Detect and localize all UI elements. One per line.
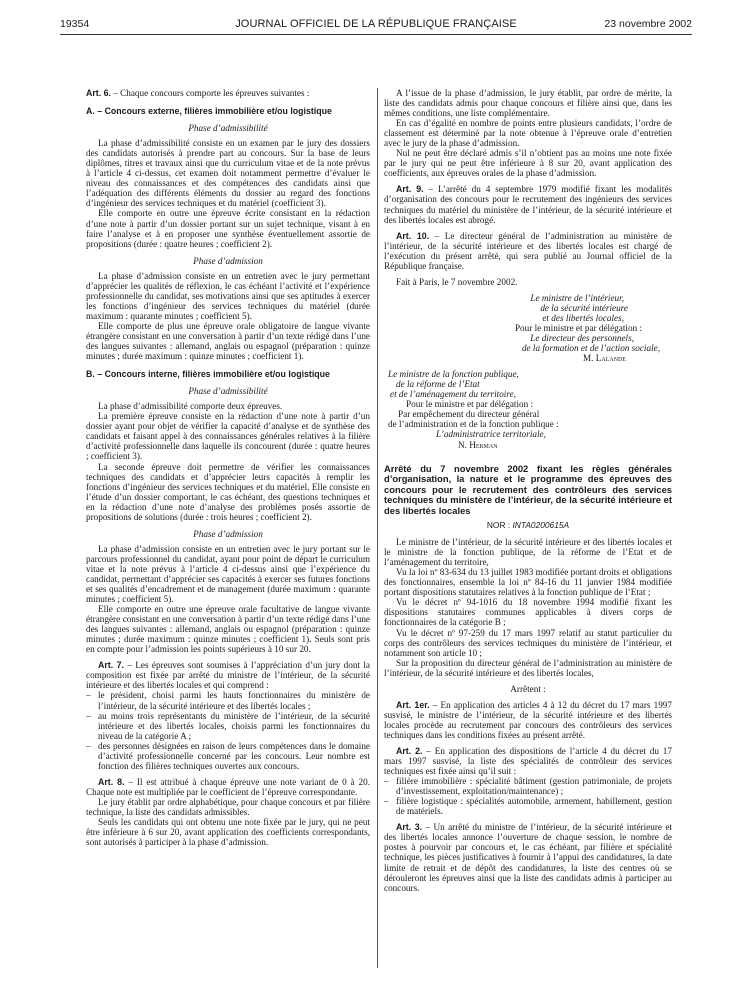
list-item: – filière immobilière : spécialité bâtiment (gestion patrimoniale, de projets d’investissement, exploitation/maintenance) ; <box>384 776 672 796</box>
subheading-admission-b: Phase d’admission <box>193 528 263 539</box>
paragraph: Sur la proposition du directeur général de l’administration au ministère de l’intérieur, de la sécurité intérieure et des libertés locales, <box>384 657 672 678</box>
jury-list <box>86 690 370 770</box>
left-column <box>86 88 370 847</box>
page-number: 19354 <box>60 18 90 30</box>
signature-line: et de l’aménagement du territoire, <box>390 389 516 400</box>
signature-block-1 <box>384 293 672 363</box>
article-6: Art. 6. – Chaque concours comporte les épreuves suivantes : <box>86 88 310 98</box>
subheading-admission-a: Phase d’admission <box>193 255 263 266</box>
signature-line: Le ministre de l’intérieur, <box>530 292 624 303</box>
right-column <box>384 88 672 893</box>
paragraph: Le jury établit par ordre alphabétique, pour chaque concours et par filière technique, la liste des candidats admissibles. <box>86 796 370 817</box>
header-rule <box>60 34 692 35</box>
subheading-admissibilite-a: Phase d’admissibilité <box>188 123 268 134</box>
signature-line: L’administratrice territoriale, <box>436 429 546 440</box>
article-2: Art. 2. – En application des dispositions de l’article 4 du décret du 17 mars 1997 susvisé, la liste des spécialités de contrôleur des services techniques est fixée ainsi qu’il suit : <box>384 745 672 777</box>
signature-line: Le directeur des personnels, <box>530 333 634 344</box>
article-9: Art. 9. – L’arrêté du 4 septembre 1979 modifié fixant les modalités d’organisation des concours pour le recrutement des ingénieurs des services techniques du matériel du ministère de l’intérieur, de la sécurité intérieure et des libertés locales est abrogé. <box>384 184 672 225</box>
article-1: Art. 1er. – En application des articles 4 à 12 du décret du 17 mars 1997 susvisé, le ministre de l’intérieur, de la sécurité intérieure et des libertés locales procède au recrutement par concours des contrôleurs des services techniques dans les conditions fixées au présent arrêté. <box>384 699 672 740</box>
page-header <box>60 18 692 34</box>
nor-reference: NOR : INTA0200615A <box>486 520 570 531</box>
paragraph: La phase d’admission consiste en un entretien avec le jury permettant d’apprécier les qualités de réflexion, le cas échéant l’activité et l’expérience professionnelle du candidat, ses motivations ainsi que ses aptitudes à exercer les fonctions d’ingénieur des services techniques du matériel (durée maximum : quarante minutes ; coefficient 5). <box>86 270 370 321</box>
paragraph: Nul ne peut être déclaré admis s’il n’obtient pas au moins une note fixée par le jury qui ne peut être inférieure à 8 sur 20, avant application des coefficients, aux épreuves orales de la phase d’admission. <box>384 148 672 179</box>
signature-line: Par empêchement du directeur général <box>398 409 540 420</box>
list-item: – des personnes désignées en raison de leurs compétences dans le domaine d’activité professionnelle concerné par les concours. Leur nombre est fonction des filières techniques ouvertes aux concours. <box>86 741 370 771</box>
paragraph: La première épreuve consiste en la rédaction d’une note à partir d’un dossier ayant pour objet de vérifier la capacité d’analyse et de synthèse des candidats et faisant appel à des connaissances générales relatives à la filière d’activité professionnelle dans laquelle ils concourent (durée : quatre heures ; coefficient 3). <box>86 411 370 462</box>
paragraph: A l’issue de la phase d’admission, le jury établit, par ordre de mérite, la liste des candidats admis pour chaque concours et filière ainsi que, dans les mêmes conditions, une liste complémentaire. <box>384 88 672 119</box>
paragraph: Vu le décret nº 97-259 du 17 mars 1997 relatif au statut particulier du corps des contrôleurs des services techniques du ministère de l’intérieur, et notamment son article 10 ; <box>384 627 672 658</box>
signature-line: de la sécurité intérieure <box>540 302 628 313</box>
signature-line: Pour le ministre et par délégation : <box>514 322 642 333</box>
speciality-list <box>384 776 672 816</box>
section-b-heading: B. – Concours interne, filières immobilière et/ou logistique <box>86 369 330 380</box>
list-item: – au moins trois représentants du ministère de l’intérieur, de la sécurité intérieure et des libertés locales, choisis parmi les fonctionnaires du niveau de la catégorie A ; <box>86 711 370 741</box>
paragraph: Le ministre de l’intérieur, de la sécurité intérieure et des libertés locales et le ministre de la fonction publique, de la réforme de l’Etat et de l’aménagement du territoire, <box>384 537 672 568</box>
signature-block-2 <box>384 369 672 449</box>
paragraph: Vu le décret nº 94-1016 du 18 novembre 1994 modifié fixant les dispositions statutaires communes applicables à divers corps de fonctionnaires de la catégorie B ; <box>384 597 672 628</box>
signature-line: de l’administration et de la fonction publique : <box>388 419 559 430</box>
signing-date: Fait à Paris, le 7 novembre 2002. <box>396 276 518 287</box>
paragraph: Elle comporte en outre une épreuve écrite consistant en la rédaction d’une note à partir d’un dossier portant sur un sujet technique, visant à en faire l’analyse et à en proposer une synthèse éventuellement assortie de propositions (durée : quatre heures ; coefficient 2). <box>86 208 370 249</box>
paragraph: Elle comporte en outre une épreuve orale facultative de langue vivante étrangère consistant en une conversation à partir d’un texte rédigé dans l’une des langues suivantes : allemand, anglais ou espagnol (préparation : quinze minutes ; durée maximum : quinze minutes ; coefficient 1). Seuls sont pris en compte pour l’admission les points supérieurs à 10 sur 20. <box>86 604 370 655</box>
signature-line: et des libertés locales, <box>542 312 624 323</box>
signature-line: Le ministre de la fonction publique, <box>388 369 519 380</box>
journal-title: JOURNAL OFFICIEL DE LA RÉPUBLIQUE FRANÇAISE <box>235 18 517 30</box>
issue-date: 23 novembre 2002 <box>604 18 692 30</box>
decree-title: Arrêté du 7 novembre 2002 fixant les règles générales d’organisation, la nature et le programme des épreuves des concours pour le recrutement des contrôleurs des services techniques du ministère de l’intérieur, de la sécurité intérieure et des libertés locales <box>384 462 672 516</box>
signatory-name: N. Herman <box>458 439 498 450</box>
paragraph: La phase d’admissibilité comporte deux épreuves. <box>98 401 283 412</box>
signatory-name: M. Lalande <box>582 353 626 364</box>
paragraph: La seconde épreuve doit permettre de vérifier les connaissances techniques des candidats et d’apprécier leurs capacités à remplir les fonctions d’ingénieur des services techniques et du matériel. Elle consiste en l’étude d’un dossier comportant, le cas échéant, des questions techniques et en la rédaction d’une note d’analyse des problèmes posés assortie de propositions de solutions (durée : trois heures ; coefficient 2). <box>86 461 370 522</box>
signature-line: de la formation et de l’action sociale, <box>521 343 660 354</box>
arretent: Arrêtent : <box>510 683 546 694</box>
list-item: – le président, choisi parmi les hauts fonctionnaires du ministère de l’intérieur, de la sécurité intérieure et des libertés locales ; <box>86 690 370 710</box>
article-10: Art. 10. – Le directeur général de l’administration au ministère de l’intérieur, de la sécurité intérieure et des libertés locales est chargé de l’exécution du présent arrêté, qui sera publié au Journal officiel de la République française. <box>384 230 672 271</box>
paragraph: La phase d’admissibilité consiste en un examen par le jury des dossiers des candidats autorisés à prendre part au concours. Sur la base de leurs diplômes, titres et travaux ainsi que du curriculum vitae et de la note prévus à l’article 4 ci-dessus, cet examen doit notamment permettre d’évaluer le niveau des connaissances et des compétences des candidats ainsi que l’adéquation des différents éléments du dossier au regard des fonctions d’ingénieur des services techniques et du matériel (coefficient 3). <box>86 138 370 209</box>
column-divider <box>377 88 378 968</box>
paragraph: Vu la loi nº 83-634 du 13 juillet 1983 modifiée portant droits et obligations des fonctionnaires, ensemble la loi nº 84-16 du 11 janvier 1984 modifiée portant dispositions statutaires relatives à la fonction publique de l’Etat ; <box>384 567 672 598</box>
paragraph: Elle comporte de plus une épreuve orale obligatoire de langue vivante étrangère consistant en une conversation à partir d’un texte rédigé dans l’une des langues suivantes : allemand, anglais ou espagnol (préparation : quinze minutes ; durée maximum : quinze minutes ; coefficient 1). <box>86 320 370 362</box>
signature-line: Pour le ministre et par délégation : <box>406 399 534 410</box>
article-8: Art. 8. – Il est attribué à chaque épreuve une note variant de 0 à 20. Chaque note est multipliée par le coefficient de l’épreuve correspondante. <box>86 776 370 797</box>
signature-line: de la réforme de l’Etat <box>396 379 480 390</box>
article-3: Art. 3. – Un arrêté du ministre de l’intérieur, de la sécurité intérieure et des libertés locales annonce l’ouverture de chaque session, le nombre de postes à pourvoir par concours et, le cas échéant, par filière et spécialité technique, les pièces justificatives à fournir à l’appui des candidatures, la date limite de retrait et de dépôt des candidatures, la liste des centres où se dérouleront les épreuves ainsi que la liste des candidats admis à participer au concours. <box>384 822 672 893</box>
article-7: Art. 7. – Les épreuves sont soumises à l’appréciation d’un jury dont la composition est fixée par arrêté du ministre de l’intérieur, de la sécurité intérieure et des libertés locales et qui comprend : <box>86 660 370 691</box>
paragraph: Seuls les candidats qui ont obtenu une note fixée par le jury, qui ne peut être inférieure à 6 sur 20, avant application des coefficients correspondants, sont autorisés à participer à la phase d’admission. <box>86 817 370 848</box>
paragraph: La phase d’admission consiste en un entretien avec le jury portant sur le parcours professionnel du candidat, ayant pour point de départ le curriculum vitae et la note prévus à l’article 4 ci-dessus ainsi que l’expérience du candidat, permettant d’apprécier ses capacités à exercer ses futures fonctions et ses qualités d’encadrement et de management (durée maximum : quarante minutes ; coefficient 5). <box>86 543 370 605</box>
list-item: – filière logistique : spécialités automobile, armement, habillement, gestion de matériels. <box>384 796 672 816</box>
subheading-admissibilite-b: Phase d’admissibilité <box>188 386 268 397</box>
section-a-heading: A. – Concours externe, filières immobilière et/ou logistique <box>86 106 332 117</box>
paragraph: En cas d’égalité en nombre de points entre plusieurs candidats, l’ordre de classement est déterminé par la note obtenue à l’épreuve orale d’entretien avec le jury de la phase d’admission. <box>384 118 672 149</box>
